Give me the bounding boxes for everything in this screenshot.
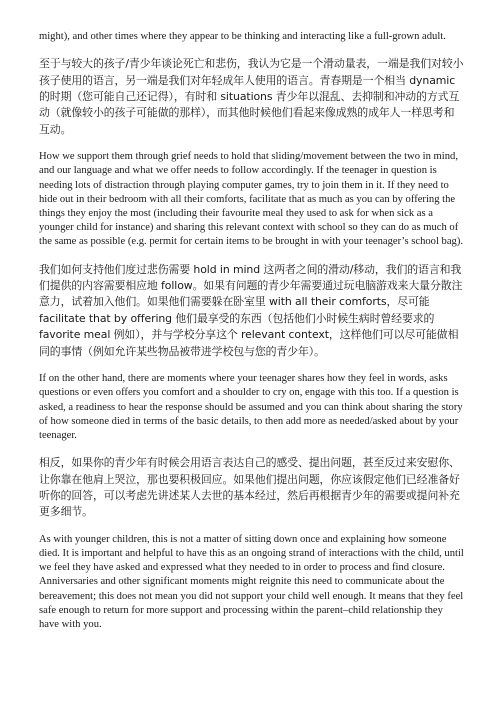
paragraph-zh-1: 至于与较大的孩子/青少年谈论死亡和悲伤，我认为它是一个滑动量表，一端是我们对较小孩子使用的语言，另一端是我们对年轻成年人使用的语言。青春期是一个相当 dynamic 的时期（您可能自己还记得），有时和 situations 青少年以混乱、去抑制和冲动的方式互动（就像较小的孩子可能做的那样），而其他时候他们看起来像成熟的成年人一样思考和互动。 xyxy=(39,57,464,136)
paragraph-en-1: might), and other times where they appear to be thinking and interacting like a full-grown adult. xyxy=(39,31,446,42)
paragraph-en-2: How we support them through grief needs to hold that sliding/movement between the two in mind, and our language and what we offer needs to follow accordingly. If the teenager in question is needing lots of distraction through playing computer games, try to join them in it. If they need to hide out in their bedroom with all their comforts, facilitate that as much as you can by offering the things they enjoy the most (including their favourite meal they used to ask for when sick as a younger child for instance) and sharing this relevant context with school so they can do as much of the same as possible (e.g. permit for certain items to be brought in with your teenager’s school bag). xyxy=(39,151,464,248)
document-page xyxy=(39,30,465,644)
paragraph-zh-2: 我们如何支持他们度过悲伤需要 hold in mind 这两者之间的滑动/移动，我们的语言和我们提供的内容需要相应地 follow。如果有问题的青少年需要通过玩电脑游戏来大量分散注意力，试着加入他们。如果他们需要躲在卧室里 with all their comforts，尽可能 facilitate that by offering 他们最享受的东西（包括他们小时候生病时曾经要求的 favorite meal 例如），并与学校分享这个 relevant context，这样他们可以尽可能做相同的事情（例如允许某些物品被带进学校包与您的青少年）。 xyxy=(39,262,463,358)
paragraph-en-3: If on the other hand, there are moments where your teenager shares how they feel in words, asks questions or even offers you comfort and a shoulder to cry on, engage with this too. If a question is asked, a readiness to hear the response should be assumed and you can think about sharing the story of how someone died in terms of the basic details, to then add more as needed/asked about by your teenager. xyxy=(39,373,463,441)
paragraph-en-4: As with younger children, this is not a matter of sitting down once and explaining how someone died. It is important and helpful to have this as an ongoing strand of interactions with the child, until we feel they have asked and expressed what they needed to in order to process and find closure. Anniversaries and other significant moments might reignite this need to communicate about the bereavement; this does not mean you did not support your child well enough. It means that they feel safe enough to return for more support and processing within the parent–child relationship they have with you. xyxy=(39,533,464,630)
paragraph-zh-3: 相反，如果你的青少年有时候会用语言表达自己的感受、提出问题，甚至反过来安慰你、让你靠在他肩上哭泣，那也要积极回应。如果他们提出问题，你应该假定他们已经准备好听你的回答，可以考虑先讲述某人去世的基本经过，然后再根据青少年的需要或提问补充更多细节。 xyxy=(39,456,460,519)
